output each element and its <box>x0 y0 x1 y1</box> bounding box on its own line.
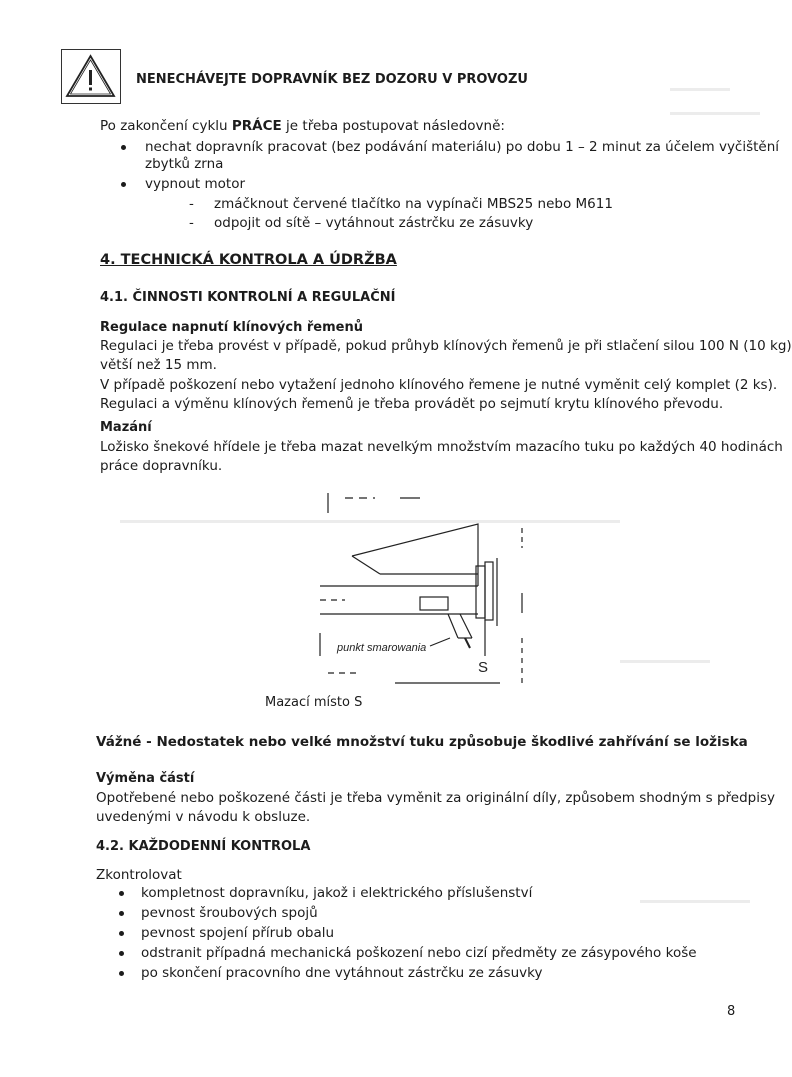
check-item: odstranit případná mechanická poškození nebo cizí předměty ze zásypového koše <box>141 945 697 961</box>
check-item: pevnost šroubových spojů <box>141 905 318 921</box>
after-work-item-continued: zbytků zrna <box>145 156 224 172</box>
bullet-dot <box>119 911 124 916</box>
dash-marker: - <box>189 196 194 212</box>
belt-text-line: Regulaci a výměnu klínových řemenů je třeba provádět po sejmutí krytu klínového převodu. <box>100 396 724 412</box>
bullet-dot <box>119 951 124 956</box>
subsection-title: 4.1. ČINNOSTI KONTROLNÍ A REGULAČNÍ <box>100 290 396 305</box>
parts-heading: Výměna částí <box>96 771 195 786</box>
bleed-through-mark <box>640 900 750 903</box>
check-item: kompletnost dopravníku, jakož i elektrického příslušenství <box>141 885 533 901</box>
bullet-dot <box>119 931 124 936</box>
check-item: po skončení pracovního dne vytáhnout zástrčku ze zásuvky <box>141 965 543 981</box>
lubrication-point-label: punkt smarowania <box>337 642 427 654</box>
belt-heading: Regulace napnutí klínových řemenů <box>100 320 363 335</box>
lubrication-point-diagram <box>300 488 540 688</box>
bullet-dot <box>121 182 126 187</box>
page-number: 8 <box>727 1004 736 1019</box>
dash-marker: - <box>189 215 194 231</box>
after-work-item: nechat dopravník pracovat (bez podávání materiálu) po dobu 1 – 2 minut za účelem vyčištění <box>145 139 780 155</box>
after-work-subitem: odpojit od sítě – vytáhnout zástrčku ze zásuvky <box>214 215 534 231</box>
belt-text-line: větší než 15 mm. <box>100 357 217 373</box>
lube-text-line: práce dopravníku. <box>100 458 223 474</box>
warning-triangle-icon <box>62 50 119 102</box>
subsection-title: 4.2. KAŽDODENNÍ KONTROLA <box>96 839 311 854</box>
parts-text-line: uvedenými v návodu k obsluze. <box>96 809 311 825</box>
after-work-item: vypnout motor <box>145 176 246 192</box>
s-marker-label: S <box>478 659 489 676</box>
lube-text-line: Ložisko šnekové hřídele je třeba mazat nevelkým množstvím mazacího tuku po každých 40 hodinách <box>100 439 783 455</box>
bleed-through-mark <box>670 112 760 115</box>
important-note: Vážné - Nedostatek nebo velké množství tuku způsobuje škodlivé zahřívání se ložiska <box>96 734 748 750</box>
check-intro: Zkontrolovat <box>96 867 182 883</box>
after-work-subitem: zmáčknout červené tlačítko na vypínači MBS25 nebo M611 <box>214 196 613 212</box>
bullet-dot <box>119 891 124 896</box>
bullet-dot <box>121 145 126 150</box>
belt-text-line: Regulaci je třeba provést v případě, pokud průhyb klínových řemenů je při stlačení silou 100 N (10 kg) <box>100 338 792 354</box>
bleed-through-mark <box>620 660 710 663</box>
bullet-dot <box>119 971 124 976</box>
check-item: pevnost spojení přírub obalu <box>141 925 335 941</box>
diagram-caption: Mazací místo S <box>265 695 363 710</box>
belt-text-line: V případě poškození nebo vytažení jednoho klínového řemene je nutné vyměnit celý komplet (2 ks). <box>100 377 778 393</box>
parts-text-line: Opotřebené nebo poškozené části je třeba vyměnit za originální díly, způsobem shodným s předpisy <box>96 790 775 806</box>
bleed-through-mark <box>670 88 730 91</box>
warning-title: NENECHÁVEJTE DOPRAVNÍK BEZ DOZORU V PROVOZU <box>136 72 528 87</box>
section-title: 4. TECHNICKÁ KONTROLA A ÚDRŽBA <box>100 252 397 268</box>
lube-heading: Mazání <box>100 420 152 435</box>
warning-box <box>61 49 121 104</box>
after-work-intro: Po zakončení cyklu PRÁCE je třeba postupovat následovně: <box>100 118 505 134</box>
